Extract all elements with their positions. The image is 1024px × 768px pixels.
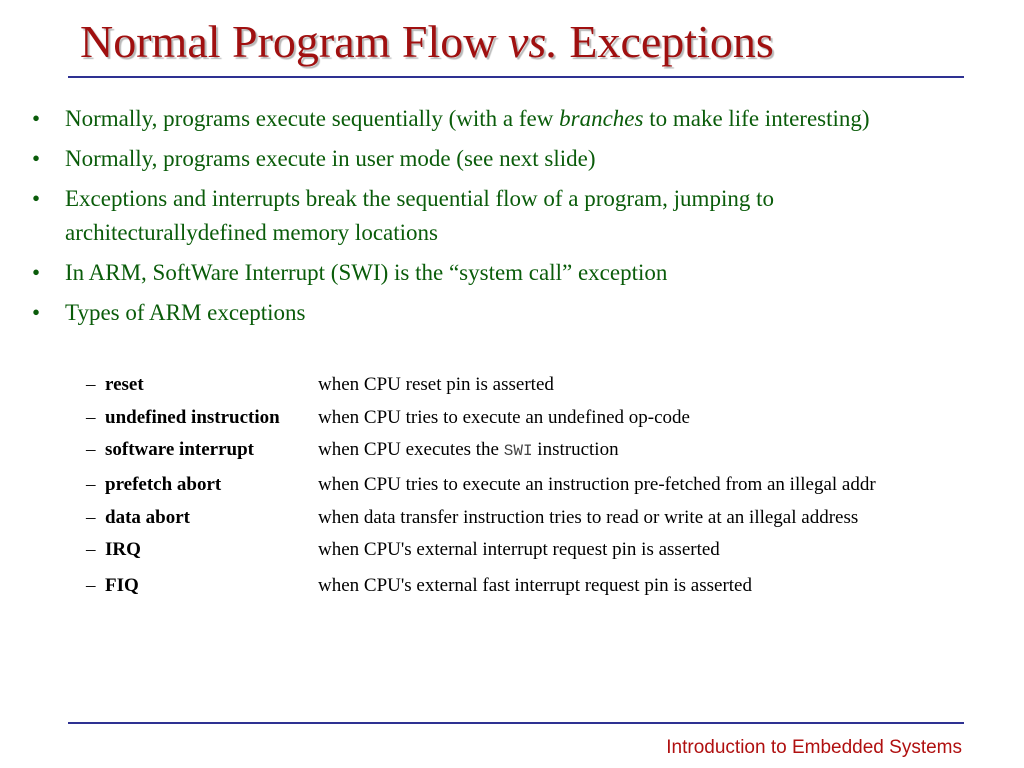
exception-description: when CPU tries to execute an instruction pre-fetched from an illegal addr (318, 474, 876, 495)
title-text-start: Normal Program Flow (80, 16, 509, 67)
title-text-end: Exceptions (557, 16, 774, 67)
sub-marker: – (86, 474, 96, 495)
bullet-item-user-mode (0, 142, 1024, 176)
exception-item-prefetch-abort (0, 472, 1024, 498)
title-divider (68, 76, 964, 78)
swi-code: SWI (503, 442, 533, 460)
bullet-text: Normally, programs execute sequentially (with a few (65, 106, 560, 131)
bullet-text: In ARM, SoftWare Interrupt (SWI) is the “system call” exception (65, 260, 668, 285)
exception-description: when CPU's external interrupt request pin is asserted (318, 539, 720, 560)
bullet-item-exceptions (0, 182, 1024, 250)
exception-item-swi (0, 437, 1024, 463)
bullet-text: Normally, programs execute in user mode (see next slide) (65, 146, 596, 171)
sub-marker: – (86, 507, 96, 528)
exception-description: when data transfer instruction tries to read or write at an illegal address (318, 507, 859, 528)
exception-term: software interrupt (105, 439, 254, 460)
bullet-item-types (0, 296, 1024, 330)
bullet-item-sequential (0, 102, 1024, 136)
exception-term: reset (105, 374, 144, 395)
exception-term: prefetch abort (105, 474, 222, 495)
footer-divider (68, 722, 964, 724)
exception-item-reset (0, 372, 1024, 398)
bullet-marker: • (32, 146, 41, 171)
exception-term: undefined instruction (105, 407, 280, 428)
description-text: when CPU executes the (318, 439, 504, 460)
exception-item-fiq (0, 573, 1024, 599)
title-text-vs: vs. (508, 16, 558, 67)
exception-description: when CPU tries to execute an undefined op-code (318, 407, 690, 428)
bullet-emphasis: branches (559, 106, 644, 131)
footer-course-title: Introduction to Embedded Systems (666, 737, 962, 758)
sub-marker: – (86, 374, 96, 395)
bullet-marker: • (32, 106, 41, 131)
exception-item-data-abort (0, 505, 1024, 531)
bullet-item-swi (0, 256, 1024, 290)
sub-marker: – (86, 407, 96, 428)
bullet-text: to make life interesting) (643, 106, 870, 131)
exception-term: data abort (105, 507, 190, 528)
exception-description: when CPU's external fast interrupt request pin is asserted (318, 575, 752, 596)
exception-description: when CPU reset pin is asserted (318, 374, 554, 395)
exception-item-irq (0, 537, 1024, 563)
exception-term: IRQ (105, 539, 141, 560)
bullet-marker: • (32, 186, 41, 211)
exception-description (318, 437, 619, 464)
description-text: instruction (532, 439, 619, 460)
bullet-list (0, 102, 1024, 336)
bullet-marker: • (32, 300, 41, 325)
exception-term: FIQ (105, 575, 139, 596)
bullet-marker: • (32, 260, 41, 285)
exception-item-undefined (0, 405, 1024, 431)
sub-marker: – (86, 575, 96, 596)
sub-marker: – (86, 439, 96, 460)
sub-marker: – (86, 539, 96, 560)
bullet-text: Exceptions and interrupts break the sequential flow of a program, jumping to architecturallydefined memory locations (65, 186, 774, 245)
slide-title (80, 14, 774, 70)
bullet-text: Types of ARM exceptions (65, 300, 306, 325)
